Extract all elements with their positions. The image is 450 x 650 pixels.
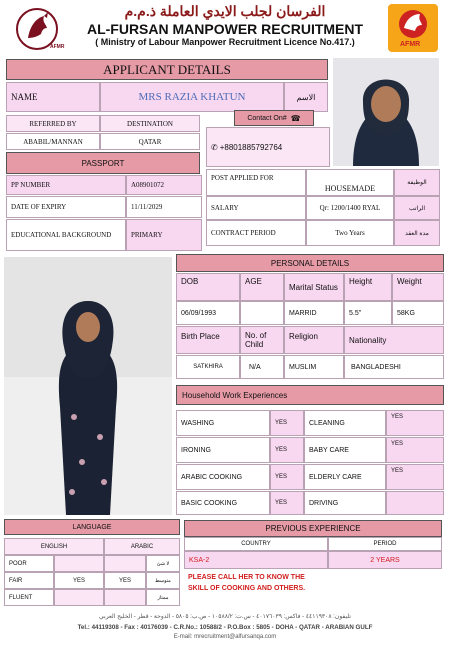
language-section-title: LANGUAGE	[4, 519, 180, 535]
salary-label: SALARY	[206, 196, 306, 220]
footer	[0, 612, 450, 650]
education-label: EDUCATIONAL BACKGROUND	[6, 219, 126, 251]
marital-status-value: MARRID	[284, 301, 344, 325]
dob-value: 06/09/1993	[176, 301, 240, 325]
arabic-cooking-label: ARABIC COOKING	[176, 464, 270, 490]
company-header	[0, 0, 450, 56]
salary-arabic: الراتب	[394, 196, 440, 220]
destination-label: DESTINATION	[100, 115, 200, 132]
name-label: NAME	[6, 82, 100, 112]
arabic-column-header: ARABIC	[104, 538, 180, 555]
passport-number-label: PP NUMBER	[6, 175, 126, 195]
baby-care-label: BABY CARE	[304, 437, 386, 463]
fair-english: YES	[54, 572, 104, 589]
poor-arabic	[104, 555, 146, 572]
period-header: PERIOD	[328, 537, 442, 551]
ironing-value: YES	[270, 437, 304, 463]
expiry-label: DATE OF EXPIRY	[6, 196, 126, 218]
applicant-full-photo	[4, 257, 172, 515]
passport-section-title: PASSPORT	[6, 152, 200, 174]
contract-period-value: Two Years	[306, 220, 394, 246]
baby-care-value: YES	[386, 437, 444, 463]
religion-value: MUSLIM	[284, 355, 344, 379]
fluent-arabic-label: ممتاز	[146, 589, 180, 606]
contact-label-text: Contact On#	[247, 114, 287, 122]
destination-value: QATAR	[100, 133, 200, 150]
applicant-portrait-photo	[333, 58, 439, 166]
washing-value: YES	[270, 410, 304, 436]
footer-english-line: Tel.: 44119308 - Fax : 40176039 - C.R.No.: 10588/2 - P.O.Box : 5805 - DOHA - QATAR - ARABIAN GULF	[77, 624, 373, 631]
fluent-label: FLUENT	[4, 589, 54, 606]
elderly-care-value: YES	[386, 464, 444, 490]
religion-label: Religion	[284, 326, 344, 354]
no-of-child-label: No. of Child	[240, 326, 284, 354]
contact-label	[234, 110, 314, 126]
no-of-child-value: N/A	[240, 355, 284, 379]
poor-english	[54, 555, 104, 572]
basic-cooking-value: YES	[270, 491, 304, 515]
household-section-title: Household Work Experiences	[176, 385, 444, 405]
age-value	[240, 301, 284, 325]
birth-place-label: Birth Place	[176, 326, 240, 354]
basic-cooking-label: BASIC COOKING	[176, 491, 270, 515]
logo-text: AFMR	[50, 44, 65, 50]
licence-text: ( Ministry of Labour Manpower Recruitment Licence No.417.)	[95, 37, 355, 47]
nationality-value: BANGLADESHI	[344, 355, 444, 379]
elderly-care-label: ELDERLY CARE	[304, 464, 386, 490]
arabic-cooking-value: YES	[270, 464, 304, 490]
driving-value	[386, 491, 444, 515]
nationality-label: Nationality	[344, 326, 444, 354]
weight-label: Weight	[392, 273, 444, 301]
footer-arabic-line: تليفون: ٤٤١١٩٣٠٨ - فاكس: ٤٠١٧٦٠٣٩ - س.ت: ١٠٥٨٨/٢ - ص.ب: ٥٨٠٥ - الدوحة - قطر - الخليج العربي	[99, 614, 351, 620]
education-value: PRIMARY	[126, 219, 202, 251]
contract-period-label: CONTRACT PERIOD	[206, 220, 306, 246]
fluent-arabic	[104, 589, 146, 606]
marital-status-label: Marital Status	[284, 273, 344, 301]
arabic-company-title: الفرسان لجلب الايدي العاملة ذ.م.م	[124, 3, 326, 19]
contract-period-arabic: مدة العقد	[394, 220, 440, 246]
footer-email: E-mail: mrecruitment@alfursanqa.com	[173, 634, 277, 640]
referred-by-label: REFERRED BY	[6, 115, 100, 132]
height-value: 5.5"	[344, 301, 392, 325]
fluent-english	[54, 589, 104, 606]
phone-icon: ☎	[290, 113, 301, 123]
salary-value: Qr: 1200/1400 RYAL	[306, 196, 394, 220]
driving-label: DRIVING	[304, 491, 386, 515]
weight-value: 58KG	[392, 301, 444, 325]
passport-number-value: A08901072	[126, 175, 202, 195]
afmr-logo-text: AFMR	[400, 41, 421, 48]
contact-box	[206, 127, 330, 167]
afmr-logo	[388, 4, 438, 52]
expiry-value: 11/11/2029	[126, 196, 202, 218]
post-applied-label: POST APPLIED FOR	[206, 169, 306, 196]
poor-label: POOR	[4, 555, 54, 572]
dob-label: DOB	[176, 273, 240, 301]
applicant-section-title: APPLICANT DETAILS	[6, 59, 328, 80]
personal-section-title: PERSONAL DETAILS	[176, 254, 444, 272]
age-label: AGE	[240, 273, 284, 301]
fair-arabic-label: متوسط	[146, 572, 180, 589]
referred-by-value: ABABIL/MANNAN	[6, 133, 100, 150]
whatsapp-icon: ✆	[211, 142, 218, 152]
period-value: 2 YEARS	[328, 551, 442, 569]
fair-arabic: YES	[104, 572, 146, 589]
fair-label: FAIR	[4, 572, 54, 589]
contact-value: +8801885792764	[219, 142, 283, 152]
english-company-title: AL-FURSAN MANPOWER RECRUITMENT	[86, 21, 364, 37]
horse-logo	[14, 4, 65, 52]
post-applied-arabic: الوظيفة	[394, 169, 440, 196]
name-arabic-label: الاسم	[284, 82, 328, 112]
previous-experience-note: PLEASE CALL HER TO KNOW THE SKILL OF COOKING AND OTHERS.	[188, 574, 306, 592]
previous-experience-title: PREVIOUS EXPERIENCE	[184, 520, 442, 537]
birth-place-value: SATKHIRA	[176, 355, 240, 379]
country-value: KSA-2	[184, 551, 328, 569]
cleaning-value: YES	[386, 410, 444, 436]
washing-label: WASHING	[176, 410, 270, 436]
english-column-header: ENGLISH	[4, 538, 104, 555]
cleaning-label: CLEANING	[304, 410, 386, 436]
post-applied-value: HOUSEMADE	[306, 169, 394, 196]
ironing-label: IRONING	[176, 437, 270, 463]
height-label: Height	[344, 273, 392, 301]
country-header: COUNTRY	[184, 537, 328, 551]
poor-arabic-label: لا شئ	[146, 555, 180, 572]
name-value: MRS RAZIA KHATUN	[100, 82, 284, 112]
